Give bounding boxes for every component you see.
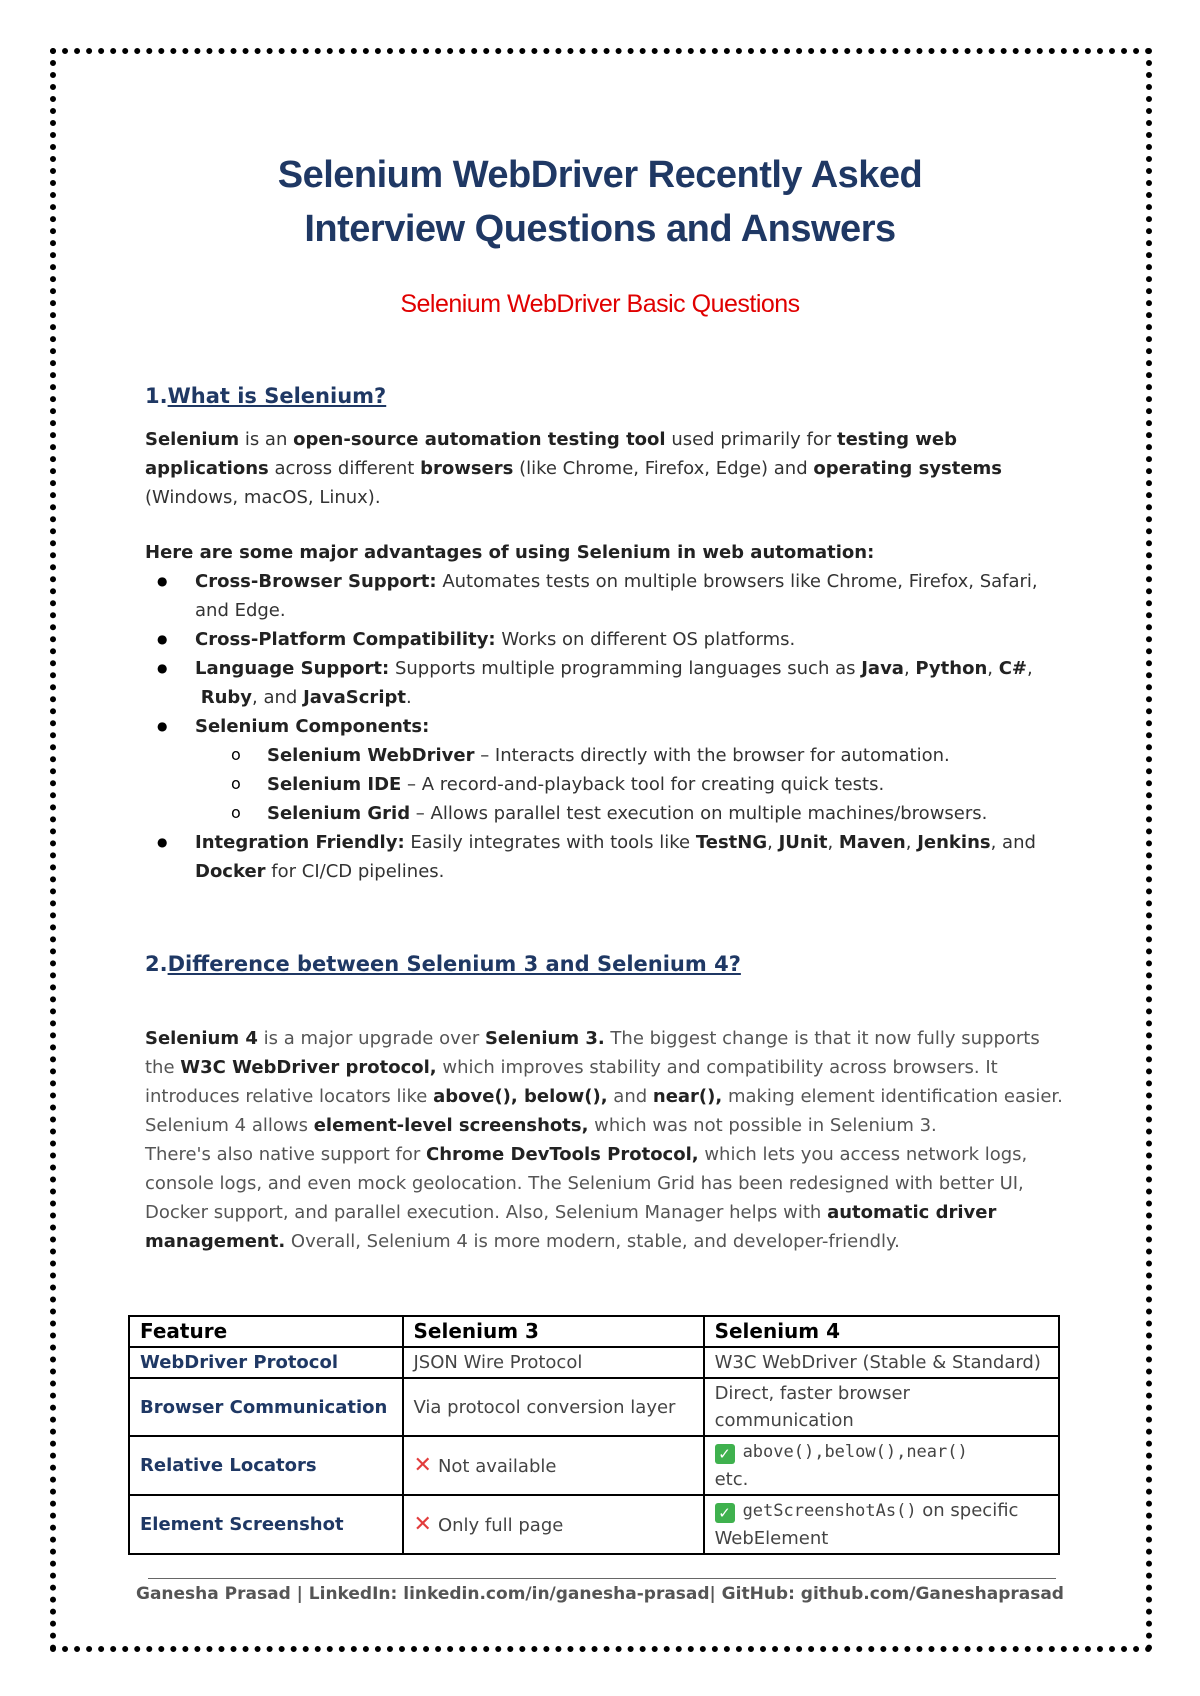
- item-text: C#: [998, 658, 1028, 679]
- table-row: [129, 1347, 1059, 1378]
- footer-credits: Ganesha Prasad | LinkedIn: linkedin.com/in/ganesha-prasad| GitHub: github.com/Ganeshaprasad: [136, 1584, 1064, 1604]
- para-text: above(), below(),: [433, 1086, 608, 1107]
- item-label: Cross-Platform Compatibility:: [195, 629, 496, 650]
- selenium-4-cell: W3C WebDriver (Stable & Standard): [704, 1347, 1059, 1378]
- para-text: which lets you access network logs, console logs, and even mock geolocation. The Selenium Grid has been redesigned with better UI, Docker support, and parallel execution. Also, Selenium Manager helps with: [145, 1144, 1028, 1223]
- feature-cell: WebDriver Protocol: [129, 1347, 403, 1378]
- item-text: – Interacts directly with the browser for automation.: [474, 745, 950, 766]
- cell-text: on specific WebElement: [714, 1500, 1019, 1549]
- item-text: – A record-and-playback tool for creating quick tests.: [401, 774, 885, 795]
- para-text: automatic driver management.: [145, 1202, 997, 1252]
- selenium-4-cell: Direct, faster browser communication: [704, 1378, 1059, 1436]
- para-text: which was not possible in Selenium 3.: [588, 1115, 937, 1136]
- item-text: and: [263, 687, 304, 708]
- para-text: and: [607, 1086, 653, 1107]
- cell-text: Not available: [437, 1455, 557, 1477]
- header-selenium-4: Selenium 4: [704, 1316, 1059, 1347]
- question-1-heading: [145, 382, 1065, 411]
- question-1-title: What is Selenium?: [167, 384, 387, 408]
- item-text: Java: [861, 658, 904, 679]
- intro-text: is an: [239, 429, 294, 450]
- list-item: [195, 712, 1065, 828]
- list-item: ● Integration Friendly: Easily integrates with tools like TestNG, JUnit, Maven, Jenkins, and Docker for CI/CD pipelines.: [195, 828, 1065, 886]
- para-text: Overall, Selenium 4 is more modern, stable, and developer-friendly.: [285, 1231, 900, 1252]
- para-text: W3C WebDriver protocol,: [180, 1057, 437, 1078]
- para-text: Selenium 4: [145, 1028, 258, 1049]
- item-label: Integration Friendly:: [195, 832, 405, 853]
- item-label: Language Support:: [195, 658, 390, 679]
- item-text: JavaScript: [303, 687, 406, 708]
- para-text: Chrome DevTools Protocol,: [426, 1144, 699, 1165]
- list-item: [195, 567, 1065, 625]
- header-feature: Feature: [129, 1316, 403, 1347]
- para-text: Selenium 3.: [484, 1028, 605, 1049]
- cell-text: etc.: [714, 1469, 749, 1490]
- question-1-number: 1.: [145, 384, 168, 408]
- comparison-table: [128, 1315, 1060, 1555]
- para-text: making element identification easier. Selenium 4 allows: [145, 1086, 1063, 1136]
- item-label: Selenium Components:: [195, 716, 430, 737]
- item-label: Selenium Grid: [267, 803, 411, 824]
- intro-text: (Windows, macOS, Linux).: [145, 487, 381, 508]
- cross-mark-icon: ✕: [413, 1452, 432, 1478]
- selenium-4-cell: [704, 1436, 1059, 1495]
- components-list: [195, 741, 1065, 828]
- intro-text: (like Chrome, Firefox, Edge) and: [513, 458, 814, 479]
- code-text: getScreenshotAs(): [742, 1501, 917, 1521]
- question-2-title: Difference between Selenium 3 and Selenium 4?: [167, 952, 741, 976]
- page-title: [0, 148, 1200, 256]
- selenium-3-cell: [403, 1495, 704, 1554]
- section-subtitle: Selenium WebDriver Basic Questions: [400, 290, 800, 318]
- intro-text: across different: [268, 458, 421, 479]
- item-text: Docker: [195, 861, 266, 882]
- list-item: ● Language Support: Supports multiple programming languages such as Java, Python, C#, Ruby, and JavaScript.: [195, 654, 1065, 712]
- intro-text: Selenium: [145, 429, 240, 450]
- table-row: [129, 1436, 1059, 1495]
- sub-list-item: [267, 799, 1065, 828]
- para-text: There's also native support for: [145, 1144, 426, 1165]
- item-text: Ruby: [200, 687, 253, 708]
- selenium-4-cell: [704, 1495, 1059, 1554]
- intro-text: testing web applications: [145, 429, 957, 479]
- intro-text: browsers: [420, 458, 514, 479]
- footer-divider: [148, 1578, 1056, 1579]
- item-text: Supports multiple programming languages such as: [389, 658, 862, 679]
- question-2-heading: [145, 950, 1065, 979]
- feature-cell: Element Screenshot: [129, 1495, 403, 1554]
- code-text: above(),below(),near(): [742, 1442, 968, 1462]
- selenium-3-cell: JSON Wire Protocol: [403, 1347, 704, 1378]
- list-item: [195, 625, 1065, 654]
- para-text: near(),: [652, 1086, 723, 1107]
- item-text: Maven: [838, 832, 906, 853]
- item-text: Jenkins: [917, 832, 991, 853]
- item-text: Easily integrates with tools like: [404, 832, 696, 853]
- advantages-list: [145, 567, 1065, 886]
- sub-list-item: [267, 770, 1065, 799]
- advantages-heading: Here are some major advantages of using Selenium in web automation:: [145, 542, 875, 563]
- para-text: which improves stability and compatibility across browsers. It introduces relative locators like: [145, 1057, 998, 1107]
- cell-text: Only full page: [437, 1514, 564, 1536]
- intro-text: operating systems: [813, 458, 1003, 479]
- check-mark-icon: ✓: [715, 1444, 735, 1464]
- item-text: for CI/CD pipelines.: [271, 861, 445, 882]
- item-text: JUnit: [778, 832, 828, 853]
- title-line-1: Selenium WebDriver Recently Asked: [277, 154, 923, 196]
- question-2-paragraph: [145, 1024, 1065, 1256]
- feature-cell: Browser Communication: [129, 1378, 403, 1436]
- table-header-row: [129, 1316, 1059, 1347]
- intro-text: open-source automation testing tool: [293, 429, 666, 450]
- para-text: element-level screenshots,: [313, 1115, 589, 1136]
- item-label: Cross-Browser Support:: [195, 571, 437, 592]
- selenium-3-cell: Via protocol conversion layer: [403, 1378, 704, 1436]
- item-text: – Allows parallel test execution on multiple machines/browsers.: [410, 803, 988, 824]
- sub-list-item: [267, 741, 1065, 770]
- item-label: Selenium WebDriver: [267, 745, 475, 766]
- cross-mark-icon: ✕: [413, 1511, 432, 1537]
- para-text: is a major upgrade over: [257, 1028, 485, 1049]
- question-2-section: [145, 950, 1065, 1256]
- item-label: Selenium IDE: [267, 774, 402, 795]
- header-selenium-3: Selenium 3: [403, 1316, 704, 1347]
- item-text: Works on different OS platforms.: [495, 629, 796, 650]
- question-2-number: 2.: [145, 952, 168, 976]
- check-mark-icon: ✓: [715, 1503, 735, 1523]
- item-text: Automates tests on multiple browsers like Chrome, Firefox, Safari, and Edge.: [195, 571, 1038, 621]
- question-1-intro: [145, 425, 1065, 512]
- feature-cell: Relative Locators: [129, 1436, 403, 1495]
- title-line-2: Interview Questions and Answers: [304, 208, 896, 250]
- question-1-section: [145, 382, 1065, 886]
- item-text: TestNG: [695, 832, 768, 853]
- para-text: The biggest change is that it now fully supports the: [145, 1028, 1040, 1078]
- selenium-3-cell: [403, 1436, 704, 1495]
- table-row: [129, 1378, 1059, 1436]
- item-text: Python: [915, 658, 988, 679]
- table-row: [129, 1495, 1059, 1554]
- intro-text: used primarily for: [665, 429, 837, 450]
